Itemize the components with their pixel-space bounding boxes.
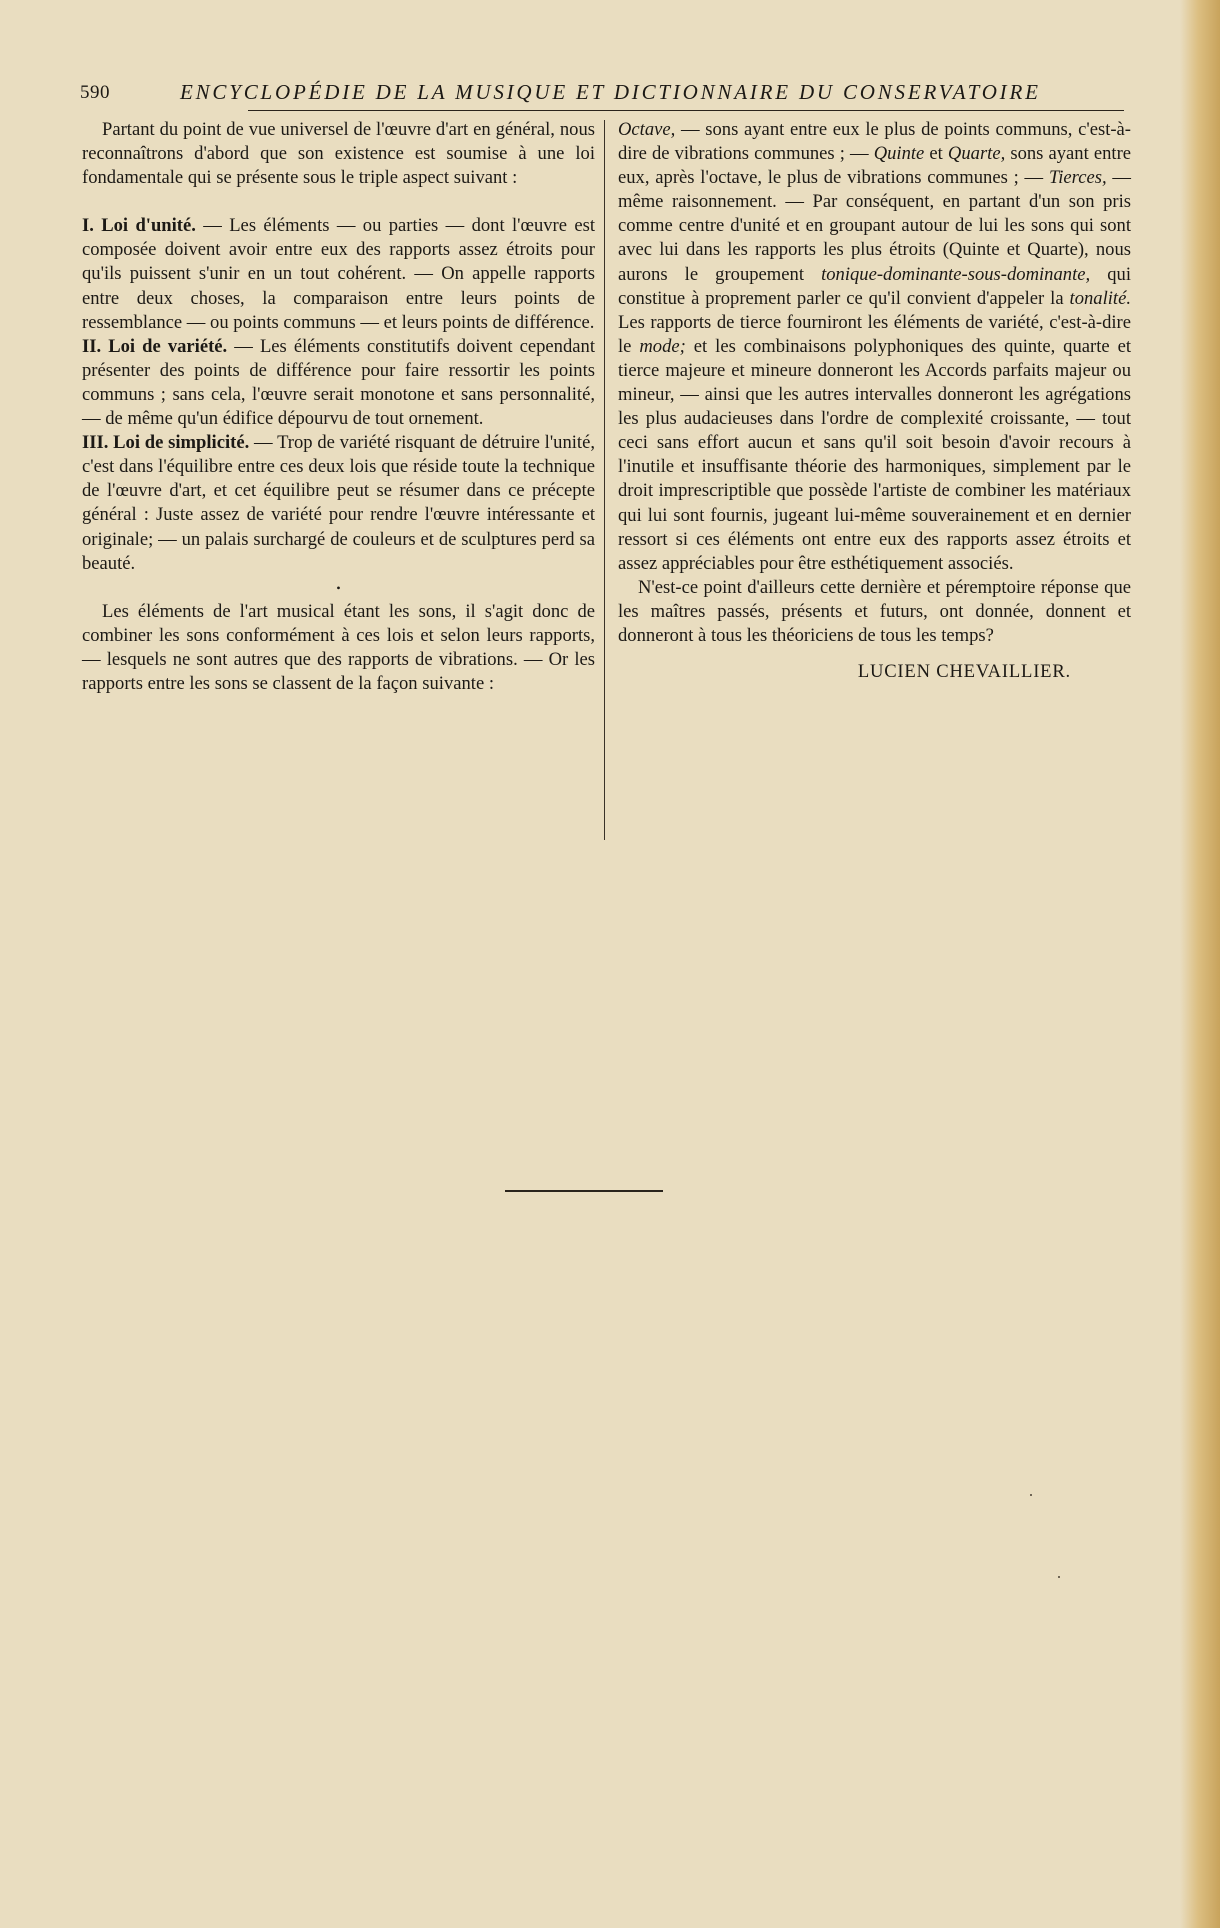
law-unity-paragraph <box>82 214 595 334</box>
term-groupement: tonique-dominante-sous-dominante, <box>821 263 1091 285</box>
page-edge <box>1180 0 1220 1928</box>
author-signature: LUCIEN CHEVAILLIER. <box>857 661 1071 683</box>
law-simplicity-paragraph <box>82 431 595 576</box>
left-column <box>82 118 595 696</box>
term-quarte: Quarte, <box>947 143 1006 165</box>
section-separator: • <box>336 580 341 595</box>
paper-speck <box>1058 1576 1060 1578</box>
term-mode: mode; <box>639 335 686 357</box>
text-span: Les rapports de tierce fourniront les éléments de variété, c'est-à-dire le <box>618 311 1131 357</box>
musical-elements-paragraph: Les éléments de l'art musical étant les sons, il s'agit donc de combiner les sons conformément à ces lois et selon leurs rapports, — lesquels ne sont autres que des rapports de vibrations. — Or les rapports entre les sons se classent de la façon suivante : <box>82 600 595 694</box>
header-rule <box>248 110 1124 111</box>
law-unity-text: — Les éléments — ou parties — dont l'œuvre est composée doivent avoir entre eux des rapports assez étroits pour qu'ils puissent s'unir en un tout cohérent. — On appelle rapports entre deux choses, la comparaison entre leurs points de ressemblance — ou points communs — et leurs points de différence. <box>82 215 595 333</box>
text-span: — sons ayant entre eux le plus de points communs, c'est-à-dire de vibrations communes ; — <box>618 119 1131 165</box>
right-column <box>618 118 1131 684</box>
column-rule <box>604 120 605 840</box>
running-title: ENCYCLOPÉDIE DE LA MUSIQUE ET DICTIONNAIRE DU CONSERVATOIRE <box>180 80 1041 104</box>
term-quinte: Quinte <box>873 143 925 165</box>
text-span: sons ayant entre eux, après l'octave, le plus de vibrations communes ; — <box>618 143 1132 189</box>
intervals-paragraph <box>618 118 1131 576</box>
page-number: 590 <box>80 82 110 103</box>
text-span: et <box>924 143 948 165</box>
text-span: qui constitue à proprement parler ce qu'il convient d'appeler la <box>618 263 1131 309</box>
paper-speck <box>1030 1494 1032 1496</box>
page-header <box>80 78 1124 114</box>
end-rule <box>505 1190 663 1192</box>
law-variety-paragraph <box>82 335 595 431</box>
law-simplicity-text: — Trop de variété risquant de détruire l'unité, c'est dans l'équilibre entre ces deux lois que réside toute la technique de l'œuvre d'art, et cet équilibre peut se résumer dans ce précepte général : Juste assez de variété pour rendre l'œuvre intéressante et originale; — un palais surchargé de couleurs et de sculptures perd sa beauté. <box>82 432 595 574</box>
law-unity-label: I. Loi d'unité. <box>82 215 196 237</box>
term-tierces: Tierces, <box>1048 167 1107 189</box>
conclusion-paragraph: N'est-ce point d'ailleurs cette dernière et péremptoire réponse que les maîtres passés, présents et futurs, ont donnée, donnent et donneront à tous les théoriciens de tous les temps? <box>618 576 1131 646</box>
text-span: et les combinaisons polyphoniques des quinte, quarte et tierce majeure et mineure donneront les Accords parfaits majeur ou mineur, — ainsi que les autres intervalles donneront les agrégations les plus audacieuses dans l'ordre de complexité croissante, — tout ceci sans effort aucun et sans qu'il soit besoin d'avoir recours à l'inutile et insuffisante théorie des harmoniques, simplement par le droit imprescriptible que possède l'artiste de combiner les matériaux qui lui sont fournis, jugeant lui-même souverainement et en dernier ressort si ces éléments ont entre eux des rapports assez étroits et assez appréciables pour être esthétiquement associés. <box>618 335 1132 574</box>
intro-paragraph: Partant du point de vue universel de l'œuvre d'art en général, nous reconnaîtrons d'abord que son existence est soumise à une loi fondamentale qui se présente sous le triple aspect suivant : <box>82 119 595 189</box>
law-variety-text: — Les éléments constitutifs doivent cependant présenter des points de différence pour faire ressortir les points communs ; sans cela, l'œuvre serait monotone et sans personnalité, — de même qu'un édifice dépourvu de tout ornement. <box>82 335 595 430</box>
term-octave: Octave, <box>618 119 676 140</box>
law-simplicity-label: III. Loi de simplicité. <box>82 432 250 454</box>
term-tonalite: tonalité. <box>1069 287 1131 309</box>
text-span: — même raisonnement. — Par conséquent, en partant d'un son pris comme centre d'unité et en groupant autour de lui les sons qui sont avec lui dans les rapports les plus étroits (Quinte et Quarte), nous aurons le groupement <box>618 167 1131 285</box>
law-variety-label: II. Loi de variété. <box>82 335 228 357</box>
